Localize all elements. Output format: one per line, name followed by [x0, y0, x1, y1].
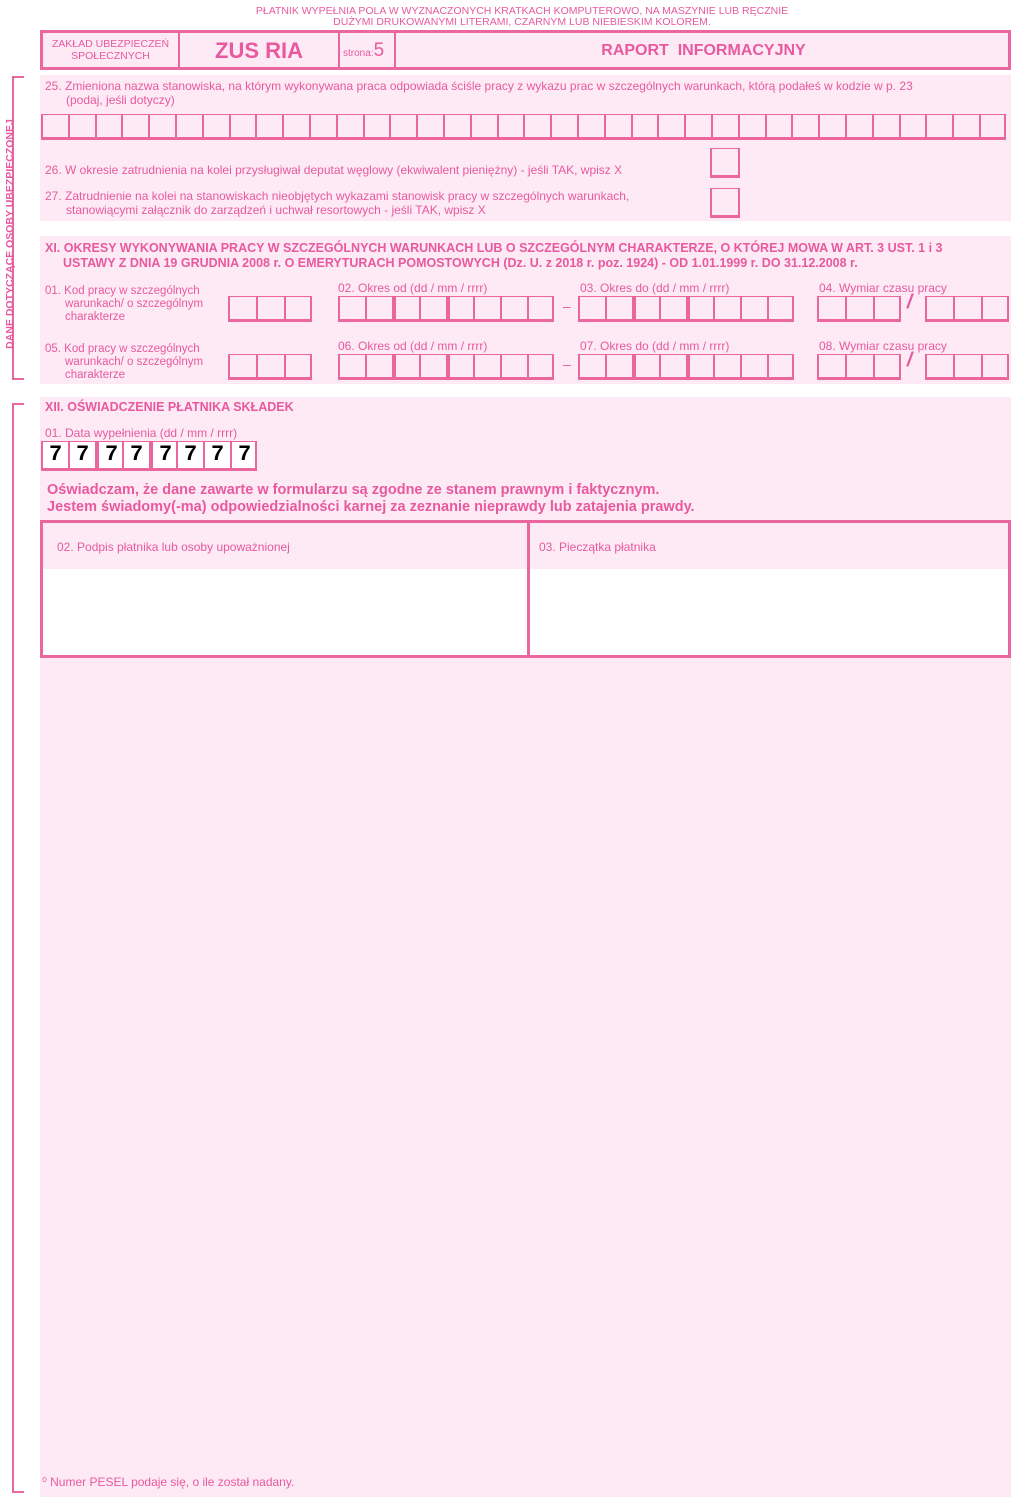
- period-to-label: 03. Okres do (dd / mm / rrrr): [580, 281, 730, 295]
- fill-date-digit: 7: [76, 442, 90, 467]
- work-time-label: 08. Wymiar czasu pracy: [819, 339, 947, 353]
- field-25-cell[interactable]: [68, 114, 95, 140]
- period-from-cell[interactable]: [419, 354, 446, 380]
- work-code-label: [45, 343, 203, 382]
- work-time-num-cell[interactable]: [817, 296, 845, 322]
- period-dash: –: [563, 298, 571, 314]
- field-25-line1: 25. Zmieniona nazwa stanowiska, na którym wykonywana praca odpowiada ściśle pracy z wykazu prac w szczególnych warunkach, którą podałeś w kodzie w p. 23: [45, 79, 913, 93]
- fill-date-digit-cell[interactable]: [230, 441, 257, 471]
- field-25-cell[interactable]: [202, 114, 229, 140]
- field-25-cell[interactable]: [550, 114, 577, 140]
- work-time-denominator-input[interactable]: [925, 354, 1009, 380]
- field-25-cell[interactable]: [443, 114, 470, 140]
- period-from-cell[interactable]: [500, 296, 527, 322]
- work-code-label: [45, 285, 203, 324]
- field-25-cell[interactable]: [899, 114, 926, 140]
- section-xi-title-line2: USTAWY Z DNIA 19 GRUDNIA 2008 r. O EMERYTURACH POMOSTOWYCH (Dz. U. z 2018 r. poz. 1924) - OD 1.01.1999 r. DO 31.12.2008 r.: [63, 256, 858, 270]
- fill-date-digit-cell[interactable]: [95, 441, 122, 471]
- fill-date-digit-cell[interactable]: [68, 441, 95, 471]
- period-from-cell[interactable]: [365, 296, 392, 322]
- work-time-denominator-input[interactable]: [925, 296, 1009, 322]
- field-26-label: 26. W okresie zatrudnienia na kolei przysługiwał deputat węglowy (ekwiwalent pieniężny) - jeśli TAK, wpisz X: [45, 163, 623, 177]
- work-time-den-cell[interactable]: [981, 354, 1009, 380]
- work-code-cell[interactable]: [284, 354, 312, 380]
- field-27-label: [45, 189, 629, 217]
- top-notice-line1: PŁATNIK WYPEŁNIA POLA W WYZNACZONYCH KRATKACH KOMPUTEROWO, NA MASZYNIE LUB RĘCZNIE: [255, 5, 789, 17]
- work-code-label-line1: 05. Kod pracy w szczególnych: [45, 343, 200, 355]
- field-25-cell[interactable]: [711, 114, 738, 140]
- field-25-cell[interactable]: [872, 114, 899, 140]
- fill-date-digit: 7: [130, 442, 144, 467]
- field-25-cell[interactable]: [282, 114, 309, 140]
- work-code-label-line1: 01. Kod pracy w szczególnych: [45, 285, 200, 297]
- period-to-cell[interactable]: [578, 354, 605, 380]
- period-from-input[interactable]: [338, 296, 554, 322]
- fill-date-input[interactable]: [41, 441, 257, 471]
- field-25-cell[interactable]: [95, 114, 122, 140]
- period-from-label: 06. Okres od (dd / mm / rrrr): [338, 339, 488, 353]
- section-xi-title: [45, 241, 1010, 271]
- period-to-cell[interactable]: [767, 354, 794, 380]
- field-25-cell[interactable]: [979, 114, 1006, 140]
- period-to-cell[interactable]: [605, 296, 632, 322]
- period-to-cell[interactable]: [713, 354, 740, 380]
- period-from-cell[interactable]: [527, 354, 554, 380]
- period-from-cell[interactable]: [338, 296, 365, 322]
- fill-date-digit: 7: [105, 442, 119, 467]
- field-25-input[interactable]: [41, 114, 1006, 140]
- field-25-cell[interactable]: [148, 114, 175, 140]
- period-dash: –: [563, 356, 571, 372]
- fill-date-digit: 7: [211, 442, 225, 467]
- field-25-cell[interactable]: [657, 114, 684, 140]
- period-to-input[interactable]: [578, 296, 794, 322]
- period-to-cell[interactable]: [659, 296, 686, 322]
- field-25-cell[interactable]: [470, 114, 497, 140]
- period-to-input[interactable]: [578, 354, 794, 380]
- field-25-cell[interactable]: [497, 114, 524, 140]
- form-header: [40, 30, 1011, 70]
- period-to-cell[interactable]: [686, 354, 713, 380]
- section-xi-title-line1: XI. OKRESY WYKONYWANIA PRACY W SZCZEGÓLNYCH WARUNKACH LUB O SZCZEGÓLNYM CHARAKTERZE, O KTÓREJ MOWA W ART. 3 UST. 1 i 3: [45, 241, 943, 255]
- work-time-den-cell[interactable]: [925, 296, 953, 322]
- work-code-label-line2: warunkach/ o szczególnym: [65, 356, 204, 368]
- period-from-input[interactable]: [338, 354, 554, 380]
- form-title: RAPORT INFORMACYJNY: [601, 42, 806, 59]
- field-25-cell[interactable]: [577, 114, 604, 140]
- work-time-slash: /: [905, 291, 915, 313]
- field-25-cell[interactable]: [41, 114, 68, 140]
- field-27-checkbox[interactable]: [710, 188, 740, 218]
- field-25-cell[interactable]: [765, 114, 792, 140]
- field-25-cell[interactable]: [925, 114, 952, 140]
- field-25-line2: (podaj, jeśli dotyczy): [66, 93, 175, 107]
- field-25-cell[interactable]: [791, 114, 818, 140]
- period-from-cell[interactable]: [500, 354, 527, 380]
- work-time-num-cell[interactable]: [873, 354, 901, 380]
- fill-date-digit-cell[interactable]: [203, 441, 230, 471]
- work-code-cell[interactable]: [228, 354, 256, 380]
- work-time-num-cell[interactable]: [873, 296, 901, 322]
- fill-date-digit-cell[interactable]: [41, 441, 68, 471]
- field-25-label: [45, 79, 1010, 107]
- period-to-cell[interactable]: [767, 296, 794, 322]
- field-25-cell[interactable]: [363, 114, 390, 140]
- work-code-label-line3: charakterze: [65, 369, 126, 381]
- fill-date-digit: 7: [49, 442, 63, 467]
- period-from-cell[interactable]: [446, 296, 473, 322]
- section-xii-title: XII. OŚWIADCZENIE PŁATNIKA SKŁADEK: [45, 400, 294, 414]
- field-25-cell[interactable]: [523, 114, 550, 140]
- work-time-num-cell[interactable]: [817, 354, 845, 380]
- fill-date-digit-cell[interactable]: [122, 441, 149, 471]
- fill-date-digit: 7: [184, 442, 198, 467]
- page-indicator: [343, 40, 384, 62]
- field-25-cell[interactable]: [631, 114, 658, 140]
- period-to-cell[interactable]: [740, 354, 767, 380]
- field-25-cell[interactable]: [121, 114, 148, 140]
- work-code-input[interactable]: [228, 354, 312, 380]
- work-time-den-cell[interactable]: [953, 296, 981, 322]
- signature-area: [40, 520, 1011, 658]
- statement: [47, 482, 695, 516]
- period-from-cell[interactable]: [392, 354, 419, 380]
- period-to-cell[interactable]: [740, 296, 767, 322]
- period-to-label: 07. Okres do (dd / mm / rrrr): [580, 339, 730, 353]
- field-25-cell[interactable]: [416, 114, 443, 140]
- period-from-cell[interactable]: [392, 296, 419, 322]
- side-label: DANE DOTYCZĄCE OSOBY UBEZPIECZONEJ: [4, 119, 16, 349]
- side-bracket-lower: [12, 403, 24, 1493]
- field-27-line2: stanowiącymi załącznik do zarządzeń i uchwał resortowych - jeśli TAK, wpisz X: [66, 203, 486, 217]
- work-code-cell[interactable]: [228, 296, 256, 322]
- period-from-cell[interactable]: [446, 354, 473, 380]
- period-to-cell[interactable]: [659, 354, 686, 380]
- institution-name: [43, 38, 178, 62]
- page-label: strona:: [343, 48, 374, 59]
- work-code-cell[interactable]: [256, 354, 284, 380]
- work-code-cell[interactable]: [256, 296, 284, 322]
- period-to-cell[interactable]: [713, 296, 740, 322]
- period-from-cell[interactable]: [473, 296, 500, 322]
- top-notice-line2: DUŻYMI DRUKOWANYMI LITERAMI, CZARNYM LUB NIEBIESKIM KOLOREM.: [333, 16, 711, 28]
- period-to-cell[interactable]: [605, 354, 632, 380]
- fill-date-digit: 7: [159, 442, 173, 467]
- period-from-cell[interactable]: [338, 354, 365, 380]
- form-code: ZUS RIA: [215, 38, 303, 63]
- field-25-cell[interactable]: [845, 114, 872, 140]
- work-time-numerator-input[interactable]: [817, 296, 901, 322]
- period-from-cell[interactable]: [365, 354, 392, 380]
- work-code-label-line2: warunkach/ o szczególnym: [65, 298, 204, 310]
- work-code-label-line3: charakterze: [65, 311, 126, 323]
- field-25-cell[interactable]: [952, 114, 979, 140]
- institution-line2: SPOŁECZNYCH: [71, 50, 150, 62]
- footnote: ⁰ Numer PESEL podaje się, o ile został nadany.: [42, 1475, 295, 1489]
- work-time-den-cell[interactable]: [925, 354, 953, 380]
- field-25-cell[interactable]: [684, 114, 711, 140]
- field-25-cell[interactable]: [818, 114, 845, 140]
- work-code-input[interactable]: [228, 296, 312, 322]
- work-time-den-cell[interactable]: [953, 354, 981, 380]
- period-from-cell[interactable]: [473, 354, 500, 380]
- field-27-line1: 27. Zatrudnienie na kolei na stanowiskach nieobjętych wykazami stanowisk pracy w szczególnych warunkach,: [45, 189, 630, 203]
- period-from-cell[interactable]: [527, 296, 554, 322]
- page-number: 5: [373, 40, 385, 61]
- work-time-slash: /: [905, 349, 915, 371]
- institution-line1: ZAKŁAD UBEZPIECZEŃ: [51, 38, 170, 50]
- work-time-num-cell[interactable]: [845, 354, 873, 380]
- work-time-label: 04. Wymiar czasu pracy: [819, 281, 947, 295]
- period-to-cell[interactable]: [632, 296, 659, 322]
- work-time-num-cell[interactable]: [845, 296, 873, 322]
- period-to-cell[interactable]: [686, 296, 713, 322]
- work-code-cell[interactable]: [284, 296, 312, 322]
- field-25-cell[interactable]: [336, 114, 363, 140]
- period-to-cell[interactable]: [632, 354, 659, 380]
- field-25-cell[interactable]: [389, 114, 416, 140]
- top-notice: [0, 6, 1014, 28]
- statement-line2: Jestem świadomy(-ma) odpowiedzialności karnej za zeznanie nieprawdy lub zatajenia prawdy.: [47, 499, 695, 515]
- field-25-cell[interactable]: [738, 114, 765, 140]
- stamp-label: 03. Pieczątka płatnika: [539, 540, 656, 554]
- field-25-cell[interactable]: [229, 114, 256, 140]
- period-from-label: 02. Okres od (dd / mm / rrrr): [338, 281, 488, 295]
- work-time-den-cell[interactable]: [981, 296, 1009, 322]
- field-25-cell[interactable]: [604, 114, 631, 140]
- statement-line1: Oświadczam, że dane zawarte w formularzu są zgodne ze stanem prawnym i faktycznym.: [47, 482, 660, 498]
- period-to-cell[interactable]: [578, 296, 605, 322]
- fill-date-digit: 7: [238, 442, 252, 467]
- work-time-numerator-input[interactable]: [817, 354, 901, 380]
- signature-label: 02. Podpis płatnika lub osoby upoważnionej: [57, 540, 290, 554]
- fill-date-label: 01. Data wypełnienia (dd / mm / rrrr): [45, 426, 238, 440]
- field-26-checkbox[interactable]: [710, 148, 740, 178]
- fill-date-digit-cell[interactable]: [149, 441, 176, 471]
- field-25-cell[interactable]: [175, 114, 202, 140]
- field-25-cell[interactable]: [255, 114, 282, 140]
- field-25-cell[interactable]: [309, 114, 336, 140]
- fill-date-digit-cell[interactable]: [176, 441, 203, 471]
- period-from-cell[interactable]: [419, 296, 446, 322]
